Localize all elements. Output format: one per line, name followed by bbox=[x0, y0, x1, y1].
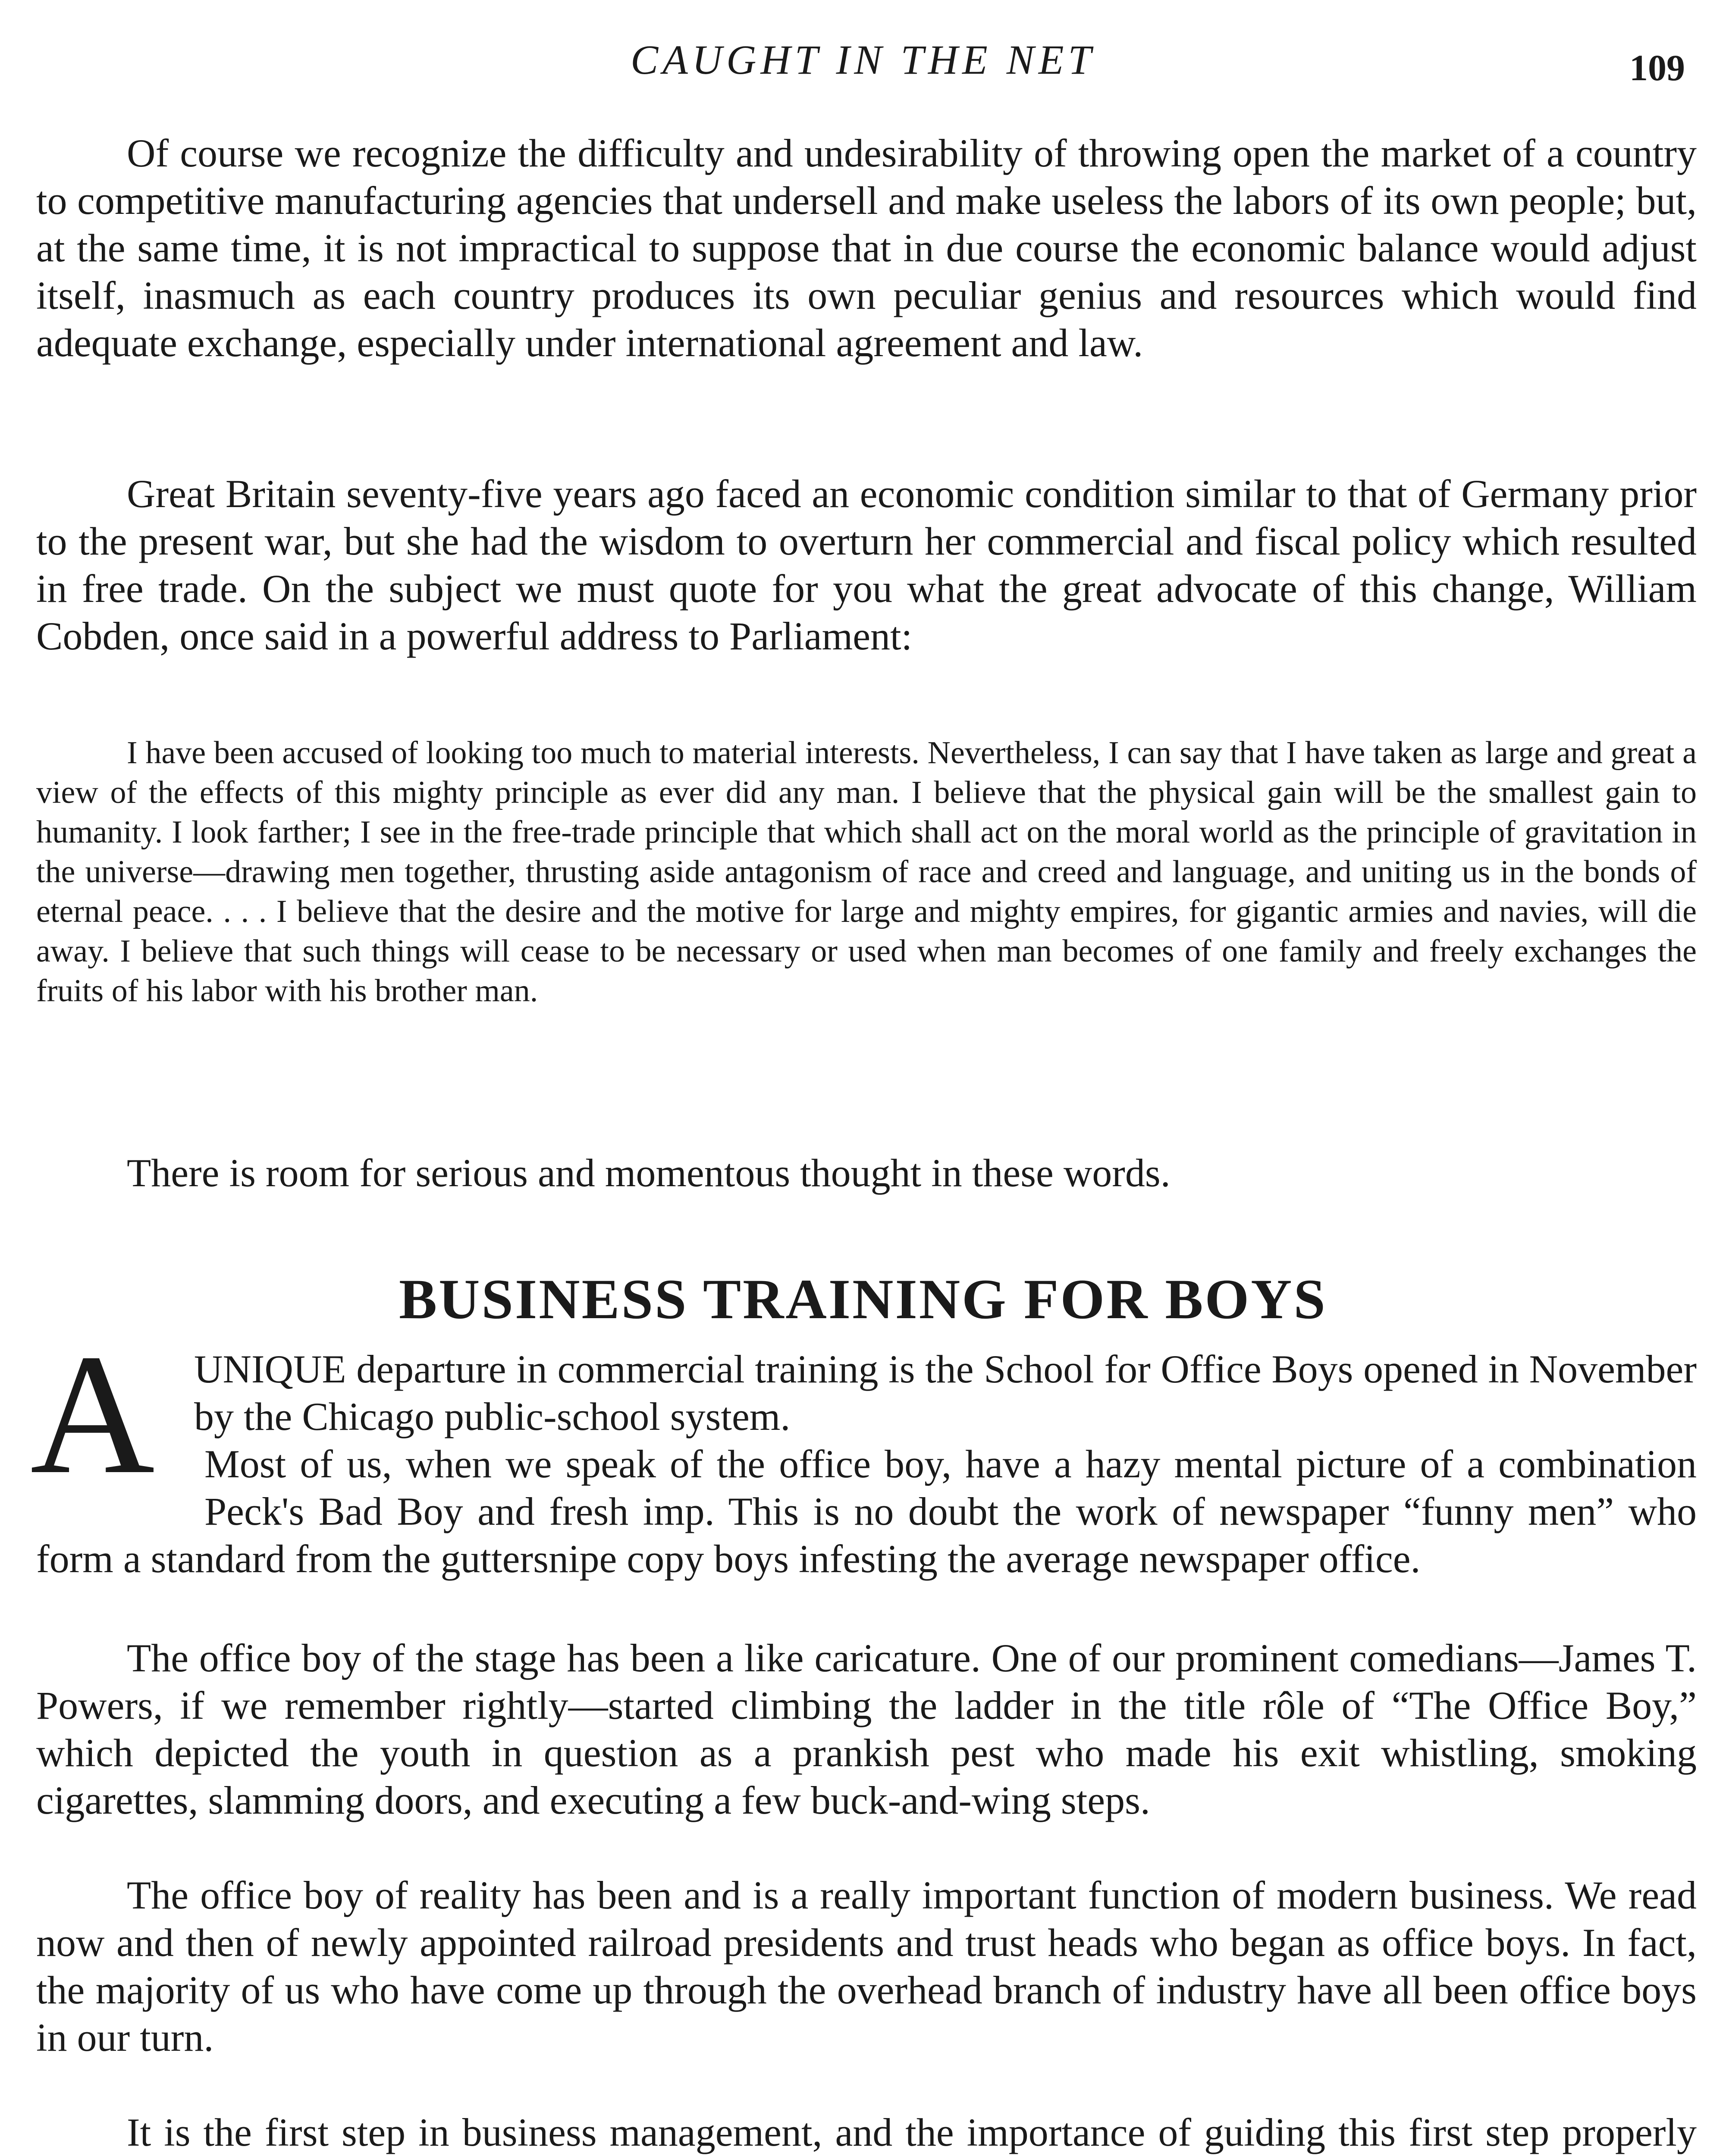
paragraph: Great Britain seventy-five years ago faced an economic condition similar to that of Germany prior to the present war, but she had the wisdom to overturn her commercial and fiscal policy which resulted in free trade. On the subject we must quote for you what the great advocate of this change, William Cobden, once said in a powerful address to Parliament: bbox=[36, 472, 1697, 658]
paragraph-text: Most of us, when we speak of the office boy, have a hazy mental picture of a combination Peck's Bad Boy and fresh imp. This is no doubt the work of newspaper “funny men” who form a standard from the guttersnipe copy boys infesting the average newspaper office. bbox=[36, 1442, 1697, 1581]
block-quote: I have been accused of looking too much to material interests. Nevertheless, I can say that I have taken as large and great a view of the effects of this mighty principle as ever did any man. I believe that the physical gain will be the smallest gain to humanity. I look farther; I see in the free-trade principle that which shall act on the moral world as the principle of gravitation in the universe—drawing men together, thrusting aside antagonism of race and creed and language, and uniting us in the bonds of eternal peace. . . . I believe that the desire and the motive for large and mighty empires, for gigantic armies and navies, will die away. I believe that such things will cease to be necessary or used when man becomes of one family and freely exchanges the fruits of his labor with his brother man. bbox=[36, 735, 1697, 1009]
paragraph: Of course we recognize the difficulty and undesirability of throwing open the market of a country to competitive manufacturing agencies that undersell and make useless the labors of its own people; but, at the same time, it is not impractical to suppose that in due course the economic balance would adjust itself, inasmuch as each country produces its own peculiar genius and resources which would find adequate exchange, especially under international agreement and law. bbox=[36, 131, 1697, 365]
closing-paragraph: There is room for serious and momentous thought in these words. bbox=[127, 1151, 1171, 1195]
intro-paragraph: UNIQUE departure in commercial training is the School for Office Boys opened in November by the Chicago public-school system. bbox=[194, 1347, 1697, 1438]
paragraph: The office boy of the stage has been a like caricature. One of our prominent comedians—James T. Powers, if we remember rightly—started climbing the ladder in the title rôle of “The Office Boy,” which depicted the youth in question as a prankish pest who made his exit whistling, smoking cigarettes, slamming doors, and executing a few buck-and-wing steps. bbox=[36, 1636, 1697, 1822]
paragraph bbox=[36, 1440, 1697, 1583]
running-title: CAUGHT IN THE NET bbox=[631, 37, 1095, 83]
article-heading: BUSINESS TRAINING FOR BOYS bbox=[399, 1267, 1327, 1331]
page-number: 109 bbox=[1629, 47, 1685, 88]
drop-cap: A bbox=[30, 1319, 155, 1510]
paragraph: It is the first step in business management, and the importance of guiding this first step properly bbox=[127, 2110, 1697, 2154]
paragraph: The office boy of reality has been and is a really important function of modern business. We read now and then of newly appointed railroad presidents and trust heads who began as office boys. In fact, the majority of us who have come up through the overhead branch of industry have all been office boys in our turn. bbox=[36, 1873, 1697, 2059]
